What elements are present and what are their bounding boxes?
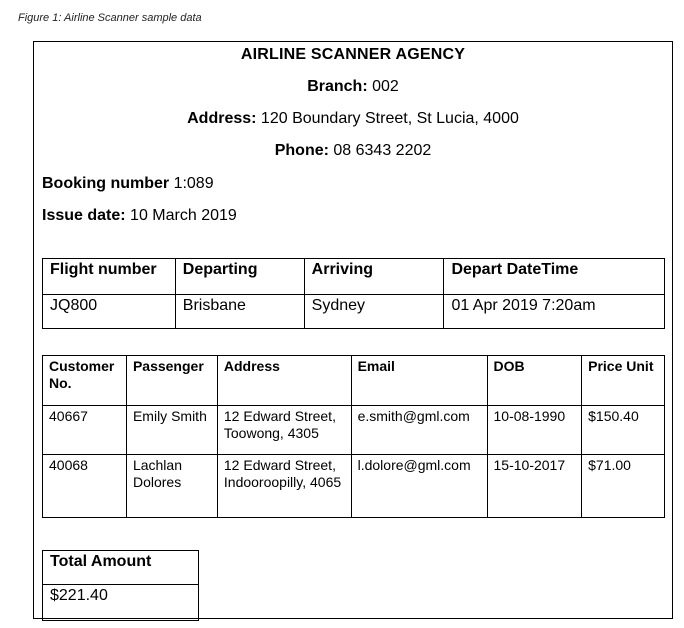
total-value-row bbox=[43, 585, 199, 621]
customer-header-cell: Address bbox=[217, 356, 351, 406]
address-line bbox=[34, 110, 672, 128]
table-cell: Emily Smith bbox=[126, 406, 217, 455]
table-cell: $71.00 bbox=[582, 455, 665, 518]
total-header-row bbox=[43, 551, 199, 585]
total-label: Total Amount bbox=[43, 551, 199, 585]
customer-header-cell: Price Unit bbox=[582, 356, 665, 406]
table-cell: $150.40 bbox=[582, 406, 665, 455]
flight-cell: Brisbane bbox=[175, 295, 304, 329]
booking-number-value: 1:089 bbox=[173, 175, 214, 192]
flight-header-cell: Arriving bbox=[304, 259, 444, 295]
customer-header-cell: Passenger bbox=[126, 356, 217, 406]
table-cell: e.smith@gml.com bbox=[351, 406, 487, 455]
table-cell: 12 Edward Street, Toowong, 4305 bbox=[217, 406, 351, 455]
table-cell: Lachlan Dolores bbox=[126, 455, 217, 518]
agency-title: AIRLINE SCANNER AGENCY bbox=[240, 46, 466, 63]
issue-date-line bbox=[42, 207, 237, 225]
branch-line bbox=[34, 78, 672, 96]
flight-cell: JQ800 bbox=[43, 295, 176, 329]
issue-date-label: Issue date: bbox=[42, 207, 126, 224]
branch-value: 002 bbox=[372, 78, 399, 95]
flight-table bbox=[42, 258, 665, 329]
phone-value: 08 6343 2202 bbox=[333, 142, 432, 159]
flight-header-cell: Flight number bbox=[43, 259, 176, 295]
address-label: Address: bbox=[187, 110, 257, 127]
total-value: $221.40 bbox=[43, 585, 199, 621]
total-table bbox=[42, 550, 199, 621]
table-cell: 40068 bbox=[43, 455, 127, 518]
table-cell: 40667 bbox=[43, 406, 127, 455]
customer-header-row bbox=[43, 356, 665, 406]
customer-header-cell: Email bbox=[351, 356, 487, 406]
table-row bbox=[43, 406, 665, 455]
booking-number-line bbox=[42, 175, 214, 193]
address-value: 120 Boundary Street, St Lucia, 4000 bbox=[260, 110, 519, 127]
flight-cell: 01 Apr 2019 7:20am bbox=[444, 295, 665, 329]
issue-date-value: 10 March 2019 bbox=[130, 207, 237, 224]
table-row bbox=[43, 455, 665, 518]
phone-label: Phone: bbox=[274, 142, 329, 159]
customer-table bbox=[42, 355, 665, 518]
table-cell: l.dolore@gml.com bbox=[351, 455, 487, 518]
flight-header-cell: Departing bbox=[175, 259, 304, 295]
customer-header-cell: Customer No. bbox=[43, 356, 127, 406]
table-cell: 12 Edward Street, Indooroopilly, 4065 bbox=[217, 455, 351, 518]
flight-cell: Sydney bbox=[304, 295, 444, 329]
flight-row bbox=[43, 295, 665, 329]
customer-header-cell: DOB bbox=[487, 356, 582, 406]
booking-document bbox=[33, 41, 673, 619]
booking-number-label: Booking number bbox=[42, 175, 170, 192]
flight-header-row bbox=[43, 259, 665, 295]
flight-header-cell: Depart DateTime bbox=[444, 259, 665, 295]
table-cell: 15-10-2017 bbox=[487, 455, 582, 518]
phone-line bbox=[34, 142, 672, 160]
figure-caption: Figure 1: Airline Scanner sample data bbox=[18, 12, 202, 24]
table-cell: 10-08-1990 bbox=[487, 406, 582, 455]
branch-label: Branch: bbox=[307, 78, 368, 95]
